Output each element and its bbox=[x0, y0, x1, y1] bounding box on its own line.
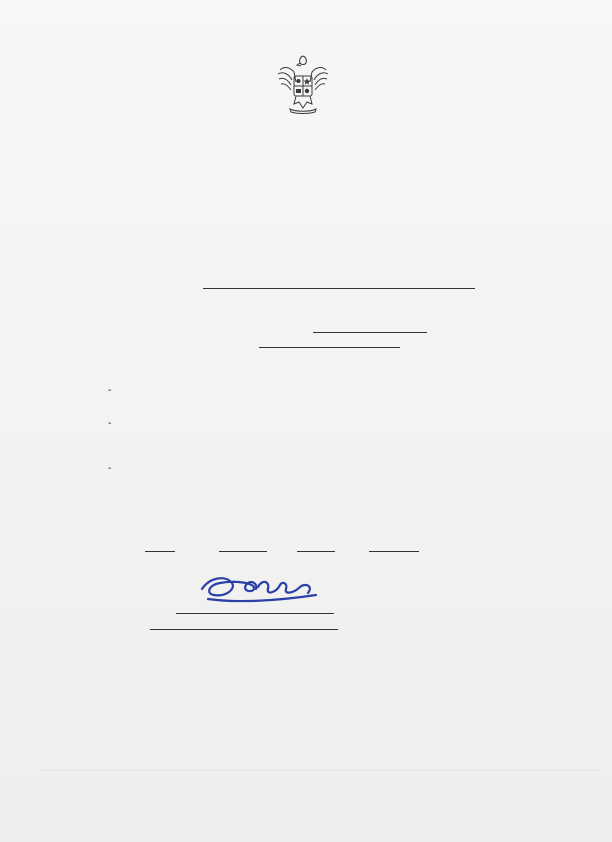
bullet-1-dash: - bbox=[108, 385, 112, 396]
tahun-line bbox=[369, 550, 419, 552]
bullet-3-dash: - bbox=[108, 463, 112, 474]
bulan-line bbox=[297, 550, 335, 552]
bleed-through-line bbox=[40, 770, 600, 771]
tempat-line bbox=[145, 550, 175, 552]
tanggal-line bbox=[219, 550, 267, 552]
specialty-line bbox=[313, 331, 427, 333]
bullet-2-dash: - bbox=[108, 418, 112, 429]
konsultan-line bbox=[259, 346, 400, 348]
signature-scribble bbox=[196, 569, 326, 609]
sip-line bbox=[150, 628, 338, 630]
nama-jelas-line bbox=[176, 612, 334, 614]
name-line bbox=[203, 287, 475, 289]
garuda-emblem-icon bbox=[270, 52, 336, 118]
